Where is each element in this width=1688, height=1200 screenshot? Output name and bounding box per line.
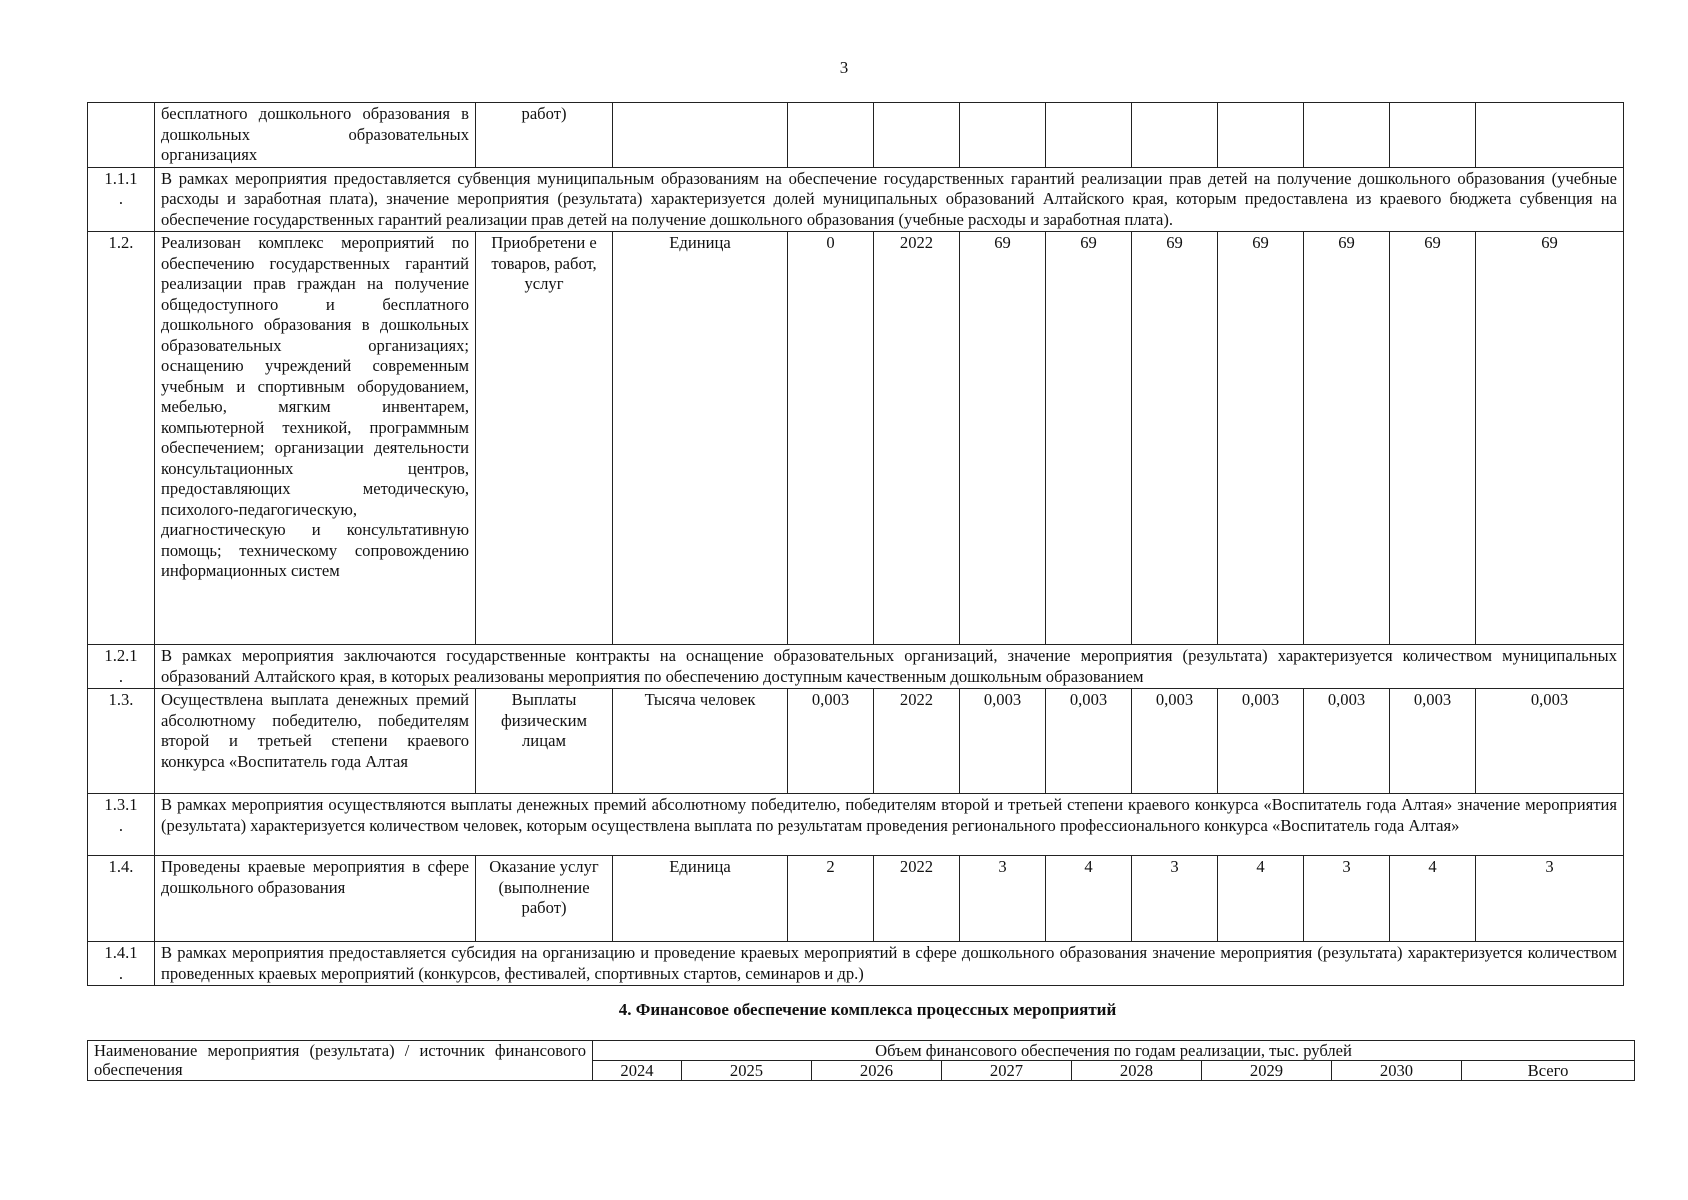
row-number: 1.4.1 . (88, 942, 155, 986)
indicators-table (87, 102, 1624, 986)
value-2029: 0,003 (1390, 689, 1476, 794)
value-2030: 69 (1476, 232, 1624, 645)
measure-description: В рамках мероприятия предоставляется субсидия на организацию и проведение краевых мероприятий в сфере дошкольного образования значение мероприятия (результата) характеризуется количеством проведенных краевых мероприятий (конкурсов, фестивалей, спортивных стартов, семинаров и др.) (155, 942, 1624, 986)
value-2025: 4 (1046, 856, 1132, 942)
table-row (88, 794, 1624, 856)
base-year: 2022 (874, 689, 960, 794)
base-year: 2022 (874, 232, 960, 645)
value-2030: 0,003 (1476, 689, 1624, 794)
unit: Тысяча человек (613, 689, 788, 794)
table-row (88, 103, 1624, 168)
base-value: 0 (788, 232, 874, 645)
table-row (88, 645, 1624, 689)
base-value: 0,003 (788, 689, 874, 794)
header-year-2027: 2027 (942, 1061, 1072, 1081)
row-number (88, 103, 155, 168)
value-2028: 3 (1304, 856, 1390, 942)
header-year-2029: 2029 (1202, 1061, 1332, 1081)
value-2027: 69 (1218, 232, 1304, 645)
header-year-2024: 2024 (593, 1061, 682, 1081)
value-2027: 4 (1218, 856, 1304, 942)
row-number: 1.1.1 . (88, 167, 155, 232)
table-row (88, 689, 1624, 794)
value-2029: 4 (1390, 856, 1476, 942)
value-2025: 0,003 (1046, 689, 1132, 794)
measure-name: бесплатного дошкольного образования в дошкольных образовательных организациях (155, 103, 476, 168)
measure-type: Приобретени е товаров, работ, услуг (476, 232, 613, 645)
unit: Единица (613, 232, 788, 645)
page-number: 3 (839, 58, 849, 77)
measure-name: Проведены краевые мероприятия в сфере дошкольного образования (155, 856, 476, 942)
header-year-2026: 2026 (812, 1061, 942, 1081)
section-title: 4. Финансовое обеспечение комплекса процессных мероприятий (618, 1000, 1117, 1019)
measure-name: Реализован комплекс мероприятий по обеспечению государственных гарантий реализации прав граждан на получение общедоступного и бесплатного дошкольного образования в дошкольных образовательных организациях; оснащению учреждений современным учебным и спортивным оборудованием, мебелью, мягким инвентарем, компьютерной техникой, программным обеспечением; организации деятельности консультационных центров, предоставляющих методическую, психолого-педагогическую, диагностическую и консультативную помощь; техническому сопровождению информационных систем (155, 232, 476, 645)
value-2028: 0,003 (1304, 689, 1390, 794)
value-2024: 0,003 (960, 689, 1046, 794)
table-header-row (88, 1041, 1635, 1061)
value-2026: 0,003 (1132, 689, 1218, 794)
value-2030: 3 (1476, 856, 1624, 942)
measure-name: Осуществлена выплата денежных премий абсолютному победителю, победителям второй и третьей степени краевого конкурса «Воспитатель года Алтая (155, 689, 476, 794)
header-financing-volume: Объем финансового обеспечения по годам реализации, тыс. рублей (593, 1041, 1635, 1061)
base-year: 2022 (874, 856, 960, 942)
row-number: 1.3.1 . (88, 794, 155, 856)
value-2026: 69 (1132, 232, 1218, 645)
measure-type: Выплаты физическим лицам (476, 689, 613, 794)
table-row (88, 232, 1624, 645)
value-2029: 69 (1390, 232, 1476, 645)
row-number: 1.2.1 . (88, 645, 155, 689)
base-value: 2 (788, 856, 874, 942)
value-2026: 3 (1132, 856, 1218, 942)
value-2025: 69 (1046, 232, 1132, 645)
row-number: 1.4. (88, 856, 155, 942)
header-year-2030: 2030 (1332, 1061, 1462, 1081)
header-total: Всего (1462, 1061, 1635, 1081)
row-number: 1.3. (88, 689, 155, 794)
header-year-2028: 2028 (1072, 1061, 1202, 1081)
value-2027: 0,003 (1218, 689, 1304, 794)
row-number: 1.2. (88, 232, 155, 645)
measure-type: Оказание услуг (выполнение работ) (476, 856, 613, 942)
financing-table (87, 1040, 1635, 1081)
measure-description: В рамках мероприятия заключаются государственные контракты на оснащение образовательных организаций, значение мероприятия (результата) характеризуется количеством муниципальных образований Алтайского края, в которых реализованы мероприятия по обеспечению доступным качественным дошкольным образованием (155, 645, 1624, 689)
measure-description: В рамках мероприятия предоставляется субвенция муниципальным образованиям на обеспечение государственных гарантий реализации прав детей на получение дошкольного образования (учебные расходы и заработная плата), значение мероприятия (результата) характеризуется долей муниципальных образований Алтайского края, которым предоставлена из краевого бюджета субвенция на обеспечение государственных гарантий реализации прав детей на получение дошкольного образования (учебные расходы и заработная плата). (155, 167, 1624, 232)
table-row (88, 942, 1624, 986)
table-row (88, 856, 1624, 942)
value-2024: 69 (960, 232, 1046, 645)
header-measure-name: Наименование мероприятия (результата) / источник финансового обеспечения (88, 1041, 593, 1081)
measure-description: В рамках мероприятия осуществляются выплаты денежных премий абсолютному победителю, победителям второй и третьей степени краевого конкурса «Воспитатель года Алтая» значение мероприятия (результата) характеризуется количеством человек, которым осуществлена выплата по результатам проведения регионального профессионального конкурса «Воспитатель года Алтая» (155, 794, 1624, 856)
measure-type: работ) (476, 103, 613, 168)
value-2028: 69 (1304, 232, 1390, 645)
table-row (88, 167, 1624, 232)
unit: Единица (613, 856, 788, 942)
value-2024: 3 (960, 856, 1046, 942)
header-year-2025: 2025 (682, 1061, 812, 1081)
